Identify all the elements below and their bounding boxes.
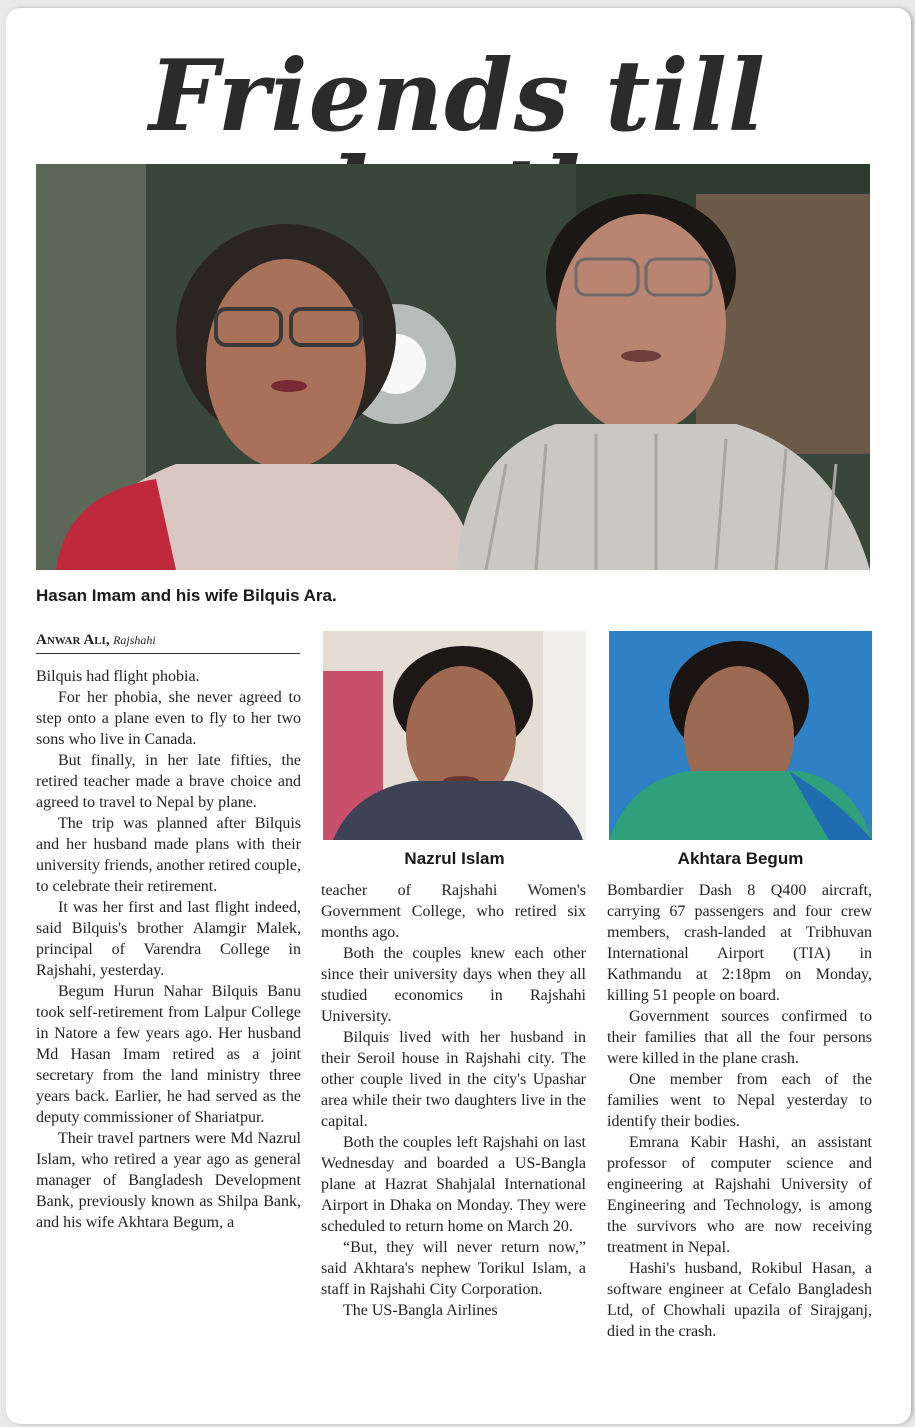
paragraph: It was her first and last flight indeed, said Bilquis's brother Alamgir Malek, principal of Varendra College in Rajshahi, yesterday. [36,899,301,979]
article-column-2 [321,880,586,1321]
paragraph: But finally, in her late fifties, the retired teacher made a brave choice and agreed to travel to Nepal by plane. [36,752,301,811]
paragraph: Begum Hurun Nahar Bilquis Banu took self-retirement from Lalpur College in Natore a few years ago. Her husband Md Hasan Imam retired as a joint secretary from the land ministry three years back. Earlier, he had served as the deputy commissioner of Shariatpur. [36,983,301,1126]
paragraph: Emrana Kabir Hashi, an assistant professor of computer science and engineering at Rajshahi University of Engineering and Technology, is among the survivors who are now receiving treatment in Nepal. [607,1134,872,1256]
paragraph: Their travel partners were Md Nazrul Islam, who retired a year ago as general manager of Bangladesh Development Bank, previously known as Shilpa Bank, and his wife Akhtara Begum, a [36,1130,301,1231]
caption-akhtara-begum: Akhtara Begum [677,849,804,868]
photo-akhtara-begum [609,631,872,840]
paragraph: The US-Bangla Airlines [343,1302,498,1319]
paragraph: Bilquis had flight phobia. [36,668,200,685]
caption-nazrul-islam: Nazrul Islam [404,849,505,868]
paragraph: Both the couples left Rajshahi on last Wednesday and boarded a US-Bangla plane at Hazrat Shahjalal International Airport in Dhaka on Monday. They were scheduled to return home on March 20. [321,1134,586,1235]
paragraph: Bilquis lived with her husband in their Seroil house in Rajshahi city. The other couple lived in the city's Upashar area while their two daughters live in the capital. [321,1029,586,1130]
paragraph: The trip was planned after Bilquis and her husband made plans with their university friends, another retired couple, to celebrate their retirement. [36,815,301,895]
headline: Friends till [148,39,767,154]
paragraph: One member from each of the families went to Nepal yesterday to identify their bodies. [607,1071,872,1130]
article-column-1 [36,666,301,1233]
paragraph: teacher of Rajshahi Women's Government College, who retired six months ago. [321,882,586,941]
main-photo-couple [36,164,870,570]
paragraph: Government sources confirmed to their families that all the four persons were killed in the plane crash. [607,1008,872,1067]
paragraph: For her phobia, she never agreed to step onto a plane even to fly to her two sons who live in Canada. [36,689,301,748]
byline [36,632,300,654]
photo-nazrul-islam [323,631,586,840]
article-column-3 [607,880,872,1342]
paragraph: Both the couples knew each other since their university days when they all studied economics in Rajshahi University. [321,945,586,1025]
paragraph: “But, they will never return now,” said Akhtara's nephew Torikul Islam, a staff in Rajshahi City Corporation. [321,1239,586,1298]
byline-location: Rajshahi [113,633,156,647]
byline-author: Anwar Ali, [36,632,110,648]
paragraph: Bombardier Dash 8 Q400 aircraft, carrying 67 passengers and four crew members, crash-landed at Tribhuvan International Airport (TIA) in Kathmandu at 2:18pm on Monday, killing 51 people on board. [607,882,872,1004]
paragraph: Hashi's husband, Rokibul Hasan, a software engineer at Cefalo Bangladesh Ltd, of Chowhali upazila of Sirajganj, died in the crash. [607,1260,872,1340]
main-photo-caption: Hasan Imam and his wife Bilquis Ara. [36,586,337,605]
